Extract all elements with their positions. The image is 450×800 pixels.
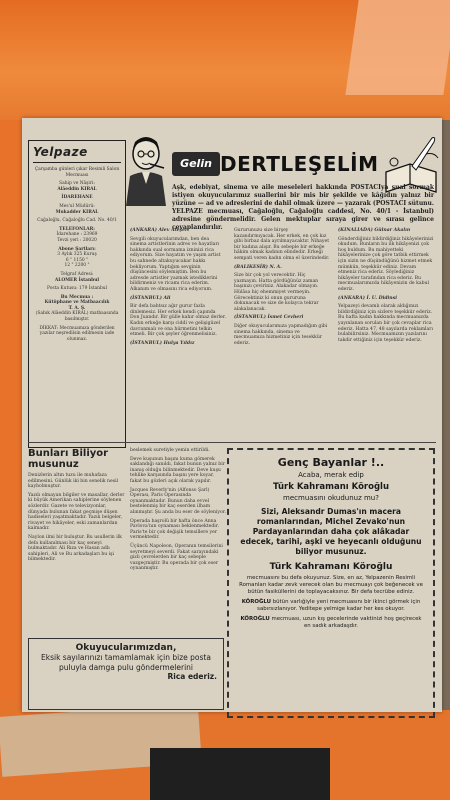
did-you-know-text	[28, 473, 126, 563]
tape-piece	[345, 0, 450, 95]
middle-paragraph: Üçüncü Napoleon, Operanın temsilerini seyretmeyi severdi. Fakat sarayındaki gizli çevrelerden bir kaç sebeple vazgeçmiştir. Bu operada bir çok eser oynanmıştır.	[130, 543, 223, 572]
letter-answer: Sevgili okuyucularımdan, ben dea sinema artistlerinin adres ve hayatları hakkında sual sormama izninizi rica ediyorum. Size hayatım ve yaşım artist bu sahnede altakuyucakar hakkı bekliyorum. Yaptığım sevginin düşüncesini söylemiştim. Ben bu adresde artistler yazmak istediklerini bildirmeniz ve ricamı rica ederim. Alkanım ve olmasını rica ediyorum.	[130, 236, 221, 292]
letter-signature: (ANKARA) Alev Ateşer	[130, 228, 188, 233]
letter-answer: Size bir çok yol verecektir. Hiç yazmayın. Hatta gördüğünüz zaman başınızı çeviriniz. Alakadar olmayın. Hülâsa hiç ehemmiyet vermeyin. Görecektiniz ki onun gururuna dokunacak ve size de kolayca tekrar alakalanacak.	[234, 273, 319, 312]
intro-paragraph: Aşk, edebiyat, sinema ve aile meseleleri hakkında POSTACIya sual sormak istiyen okuyucularımız suallerini bir mis bir şekilde ve kâğıdın yalnız bir yüzüne — ad ve adreslerini de dahil olmak üzere — yazarak (POSTACI sütunu. YELPAZE mecmuası, Cağaloğlu, Cağaloğlu caddesi, No. 40/1 - İstanbul) adresine göndermelidir. Gelen mektuplar sıraya girer ve sırası gelince cevaplandırılır.	[172, 184, 434, 231]
did-you-know-title: Bunları Biliyor musunuz	[28, 448, 109, 470]
middle-paragraph: beslemek suretiyle yemin ettirildi.	[130, 448, 210, 453]
letter-answer: Yelpazeyi devamlı olarak aldığınızı bildirdiğiniz için sizlere teşekkür ederiz. Bu hafta kadın hakkında mecmuanızda yayınlanan sorulan bir çok cevaplar rica ederiz. Hatta 47, 48 sayılarda reklamları bulabilirsiniz. Mecmuamızın yazılarını takdir ettiğiniz için teşekkür ederiz.	[338, 304, 433, 343]
ad-brand: Türk Kahramanı Köroğlu	[272, 482, 390, 492]
title-dertleselim: DERTLEŞELİM	[220, 152, 379, 176]
readers-notice-box	[28, 638, 224, 710]
readers-notice-body: Eksik sayılarınızı tamamlamak için bize posta puluyla damga pulu göndermelerini	[41, 653, 211, 672]
readers-notice-end: Rica ederiz.	[167, 672, 217, 681]
letter-signature: (BALIKESİR) N. A.	[234, 264, 282, 270]
masthead-address: Cağaloğlu, Cağaloğlu Cad. No. 40/1	[37, 218, 117, 224]
title-gelin: Gelin	[172, 152, 220, 176]
office-label: İDAREHANE	[61, 195, 93, 201]
po-box: Posta Kutusu: 179 İstanbul	[46, 286, 108, 292]
dark-scrap	[150, 748, 330, 800]
print-note-1: Kütüphane ve Matbaacılık	[44, 300, 110, 306]
ad-headline: Genç Bayanlar !..	[277, 456, 385, 469]
magazine-page	[22, 118, 442, 712]
column-1	[130, 228, 226, 349]
ad-brand-4: KÖROĞLU	[240, 616, 270, 622]
letter-signature: (İSTANBUL) İsmet Cevheri	[234, 315, 304, 321]
middle-column	[130, 448, 226, 575]
telegraph-label: Telgraf Adresi:	[60, 271, 94, 277]
middle-paragraph: Jacques Reverly'nin (Alfonso Şarl) Operası, Paris Operasında oynanmaktadır. Bunun daha evvel bestelenmiş bir kaç eserden ilham alınmıştır. Şu anda bu eser de söyleniyor.	[130, 487, 226, 515]
letter-signature: (İSTANBUL) Hulya Yıldız	[130, 340, 195, 346]
ad-small-2: bütün varlığiyle yeni mecmuasını bir ikinci görmek için sabırsızlanıyor. Yeditepe yelmige kadar her kes okuyor.	[257, 599, 421, 612]
masthead-box	[28, 140, 126, 448]
print-note-3: (Sabık Alâeddin KIRAL) matbaasında basılmıştır.	[35, 311, 119, 323]
phone-2: Tevzi yeri : 20020	[57, 237, 97, 243]
ad-subheadline: Acaba, merak edip	[298, 471, 364, 479]
manager-label: Mes'ul Müdürü:	[59, 203, 95, 209]
warning-note: DİKKAT: Mecmuamıza gönderilen yazılar neşredilsin edilmesin iade olunmaz.	[39, 325, 115, 342]
masthead-logo: Yelpaze	[33, 145, 121, 163]
column-3	[338, 228, 434, 346]
readers-notice-title: Okuyucularımızdan,	[75, 643, 177, 653]
letter-signature: (İSTANBUL) Ali	[130, 295, 171, 301]
letter-answer: Diğer okuyucularımıza yapmadığım gibi sinema hakkında, sinema ve mecmuamıza hizmetiniz için tesekkür ederiz.	[234, 323, 328, 346]
did-you-know-paragraph: Yazılı olmayan bilgiler ve masallar, derler ki büyük Amerikan sahiplerine söylenen sözlerdir. Gazete ve televizyonlar, dünyada bulunan fakat geçmişe düşen hadiseleri yaşatmaktadır. Yazılı belgeler, rivayet ve hikâyeler, eski zamanlardan kalmadır.	[28, 492, 125, 532]
middle-paragraph: Deve kuşunun başını kuma gömerek saklandığı sanıldı, fakat bunun yalnız bir inanış olduğu bilinmektedir. Deve kuşu tehlike karşısında başını yere koyar, fakat bu gözleri açık olarak yapılır.	[130, 456, 225, 484]
letter-answer: Bir defa bahtsız ağır gurur fazla dinlemesiz. Her erkek kendi çapında Don Juandır. Bir gülle kahır olmaz derler. Kadın erkeğe karşı ciddi ve gelişigüzel davranmalı ve ona hürmetini telkin etmeli. Bir çok şeyler öğrenmelisiniz.	[130, 304, 226, 338]
did-you-know-paragraph: Naylon ilmi bir buluştur. Bu usullerin ilk defa kullanılması bir kaç seneyi bulmaktadır. Ali Rıza ve Hasan adlı sahipleri, Ali ve Bu arkadaşları bu işi bilmektedir.	[28, 534, 122, 563]
letter-answer: Gururunuzu size birşey kazandırmıyacak. Her erkek, en çok kız gibi birbaz dala ayrılmayacaktır. Nihayet bir kadına alışır. Bu sebeple bir erkeğe hâkim olmak kadının elindedir. Erkeği sempati veren kadın olma el üzerindedir.	[234, 228, 330, 261]
middle-paragraph: Operada başrolü bir hafta önce Anna Pavlova'nın oynaması beklenmektedir. Paris'te bir çok değişik temsillere yer vermektedir.	[130, 518, 219, 541]
manager-name: Mukadder KIRAL	[55, 209, 99, 215]
ad-body: Sizi, Aleksandr Dumas'ın macera romanlarından, Michel Zevako'nun Pardayanlarından daha çok alâkadar edecek, tarihi, aşki ve heyecanlı olduğunu biliyor musunuz.	[240, 507, 422, 556]
section-divider	[28, 442, 436, 443]
print-note-label: Bu Mecmua :	[60, 294, 94, 300]
letter-signature: (KINALIADA) Gülnar Akalın	[338, 228, 411, 233]
letters-columns	[130, 228, 440, 420]
owner-label: Sahip ve Nâşiri:	[59, 181, 95, 187]
masthead-subtitle: Çarşamba günleri çıkar Resimli Salon Mecmuası	[34, 167, 120, 178]
owner-name: Alâeddin KIRAL	[57, 186, 97, 192]
ad-small-3: mecmuası, uzun kış gecelerinde vaktinizi hoş geçirecek en sadık arkadaşdır.	[271, 616, 422, 629]
subscription-label: Abone Şartları:	[58, 246, 96, 252]
telegraph-address: ALOMER İstanbul	[54, 277, 100, 283]
did-you-know-paragraph: Denizlerin altın tuzu ile muhafaza edilmesini. Günlük iki bin senelik nesil kaybolmuştur.	[28, 473, 119, 490]
koroglu-advertisement	[227, 448, 435, 718]
subscription-3: 12 " 2200 "	[64, 263, 90, 269]
subscription-2: 6 " 1150 "	[65, 257, 89, 263]
subscription-1: 3 Aylık 325 Kuruş	[57, 252, 97, 258]
phone-label: TELEFONLAR:	[59, 226, 95, 232]
column-2	[234, 228, 330, 349]
did-you-know-section	[28, 448, 126, 566]
ad-brand-2: Türk Kahramanı Köroğlu	[269, 562, 393, 572]
phone-1: İdarehane : 23969	[56, 232, 98, 238]
letter-answer: Gönderdiğiniz bildirdiğiniz hikâyelerinizi okudum. Bunların bu ilk hikâyenizi çok hoş buldum. Bu mahiyetteki hikâyelerinize çok göre tatbik ettirmek için sizin ne düşündüğünü hizmet etmek mümkün, teşekkür ediniz. Devam etmeniz rica ederiz. Söylediğiniz hikâyeler tarafından rica ederiz. Bu mecmualarımızda hikâyenizin de kabul ederiz.	[338, 236, 434, 292]
ad-small-1: mecmuasını bu defa okuyunuz. Size, en az, Yelpazenin Resimli Romanları kadar zevk verecek olan bu mecmuayı çok beğenecek ve bütün fasiküllerini de toplayacaksınız. Bir defa tecrübe ediniz.	[239, 575, 423, 595]
ad-question: mecmuasını okudunuz mu?	[283, 494, 379, 502]
letter-signature: (ANKARA) İ. U. Didinsi	[338, 295, 397, 301]
man-illustration	[120, 132, 172, 206]
ad-brand-3: KÖROĞLU	[241, 599, 271, 605]
print-note-2: T. A. Ş.	[68, 305, 86, 311]
